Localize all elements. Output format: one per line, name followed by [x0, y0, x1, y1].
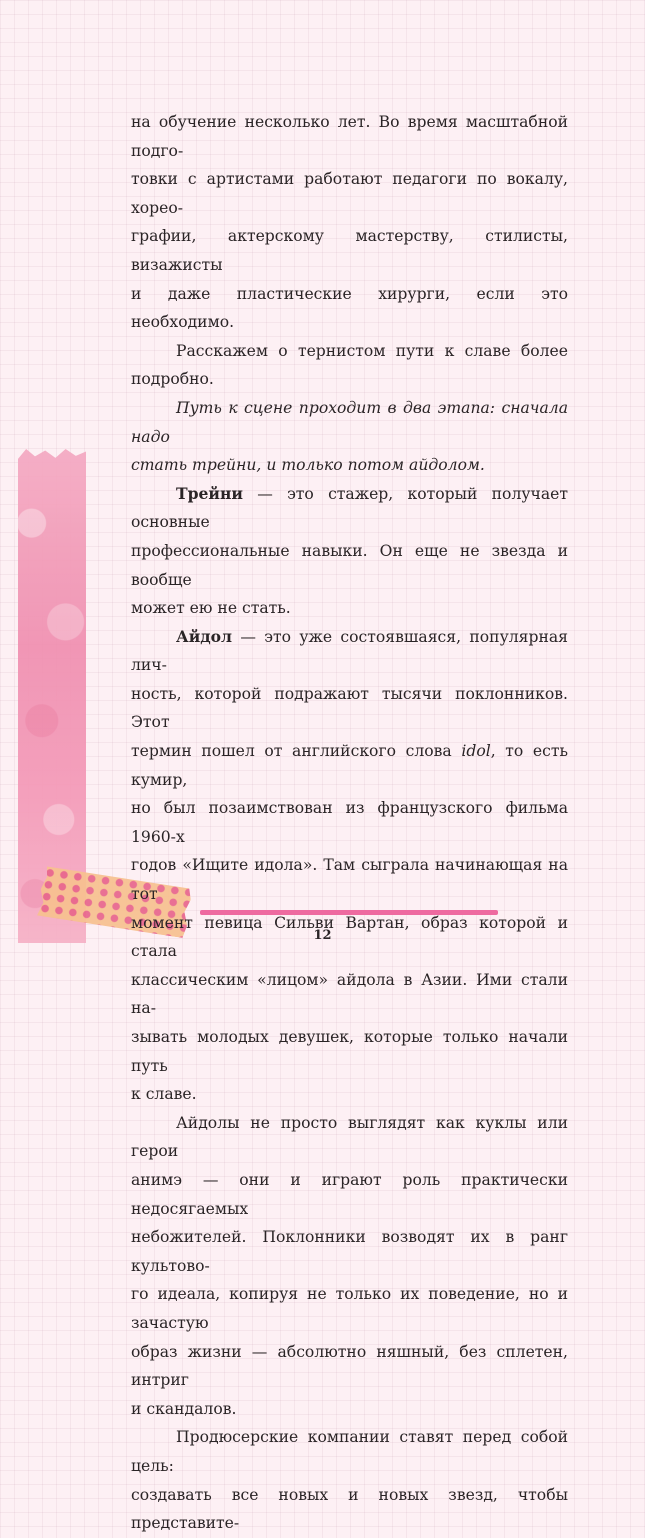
text-line: зывать молодых девушек, которые только начали путь [131, 1028, 568, 1075]
text-line: создавать все новых и новых звезд, чтобы представите- [131, 1485, 568, 1533]
text-line: но был позаимствован из французского фильма 1960-х [131, 799, 568, 846]
text-line: на обучение несколько лет. Во время масштабной подго- [131, 113, 568, 160]
term-idol: Айдол [176, 626, 233, 646]
text-line: к славе. [131, 1085, 197, 1104]
text-fragment: — это уже состоявшаяся, популярная лич- [131, 627, 568, 675]
paragraph-1 [131, 108, 568, 337]
text-line: подробно. [131, 370, 214, 389]
paragraph-2 [131, 337, 568, 394]
text-line: момент певица Сильви Вартан, образ которой и стала [131, 913, 568, 961]
body-text [131, 108, 568, 1538]
text-line: анимэ — они и играют роль практически недосягаемых [131, 1170, 568, 1218]
text-line: го идеала, копируя не только их поведение, но и зачастую [131, 1285, 568, 1332]
paragraph-trainee [131, 480, 568, 623]
text-line: стать трейни, и только потом айдолом. [131, 456, 485, 475]
text-line: Путь к сцене проходит в два этапа: сначала надо [131, 398, 568, 446]
page-number: 12 [313, 928, 332, 943]
text-line: профессиональные навыки. Он еще не звезда и вообще [131, 541, 568, 589]
text-line: и даже пластические хирурги, если это необходимо. [131, 284, 568, 332]
foreign-word-idol: idol [461, 742, 491, 761]
text-line: небожителей. Поклонники возводят их в ранг культово- [131, 1228, 568, 1275]
text-fragment: термин пошел от английского слова [131, 742, 462, 761]
term-trainee: Трейни [176, 483, 243, 503]
text-line: графии, актерскому мастерству, стилисты, визажисты [131, 227, 568, 274]
text-line [131, 480, 568, 537]
text-line: Айдолы не просто выглядят как куклы или герои [131, 1113, 568, 1161]
text-line: Продюсерские компании ставят перед собой цель: [131, 1428, 568, 1475]
paragraph-producers [131, 1423, 568, 1537]
text-line: классическим «лицом» айдола в Азии. Ими стали на- [131, 970, 568, 1018]
paragraph-3-italic [131, 394, 568, 480]
text-fragment: — это стажер, который получает основные [131, 484, 568, 532]
text-line: Расскажем о тернистом пути к славе более [176, 341, 568, 360]
text-line [131, 623, 568, 680]
paragraph-idols-dolls [131, 1109, 568, 1424]
text-fragment: , то есть кумир, [131, 742, 568, 789]
text-line [131, 737, 568, 794]
text-line: ность, которой подражают тысячи поклонников. Этот [131, 684, 568, 732]
text-line: образ жизни — абсолютно няшный, без сплетен, интриг [131, 1342, 568, 1390]
text-line: товки с артистами работают педагоги по вокалу, хорео- [131, 170, 568, 217]
text-line: годов «Ищите идола». Там сыграла начинающая на тот [131, 856, 568, 904]
text-line: может ею не стать. [131, 599, 291, 618]
text-line: и скандалов. [131, 1399, 237, 1418]
paragraph-idol [131, 623, 568, 1109]
